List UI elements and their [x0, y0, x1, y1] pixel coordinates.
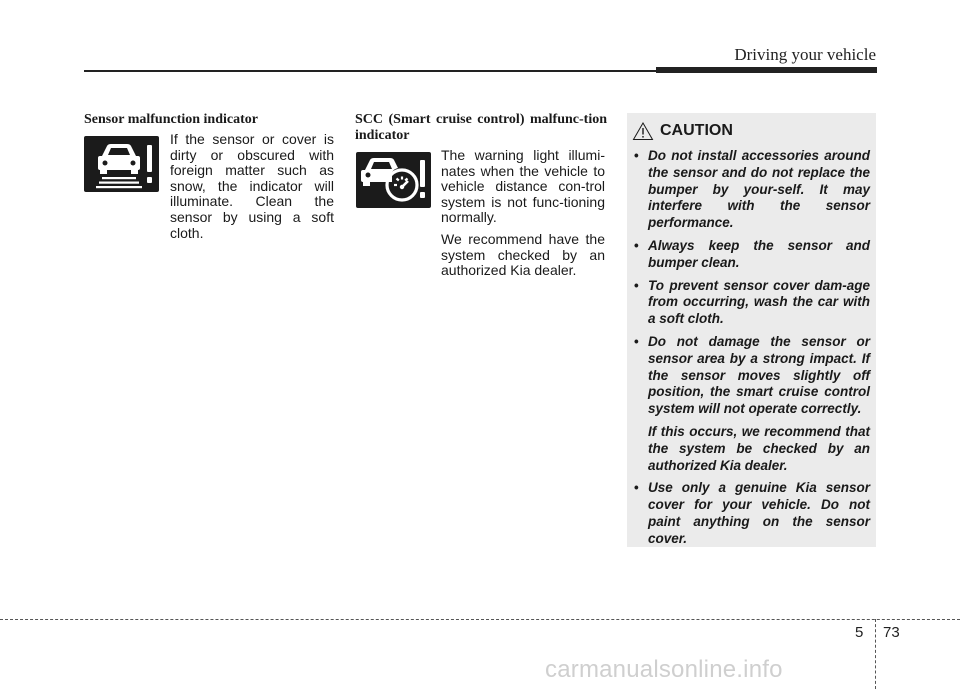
section-number: 5 — [855, 624, 864, 641]
sensor-malfunction-title: Sensor malfunction indicator — [84, 112, 258, 127]
caution-text: Always keep the sensor and bumper clean. — [648, 237, 870, 270]
caution-text: Do not install accessories around the sensor and do not replace the bumper by your-self. It may interfere with the sensor performance. — [648, 148, 870, 231]
paragraph: If the sensor or cover is dirty or obscured with foreign matter such as snow, the indicator will illuminate. Clean the sensor by using a soft cloth. — [170, 131, 334, 241]
header-rule — [84, 70, 664, 72]
caution-item — [634, 480, 870, 547]
scc-malfunction-text — [441, 148, 605, 285]
bullet-icon: • — [634, 480, 639, 496]
header-rule-accent — [656, 67, 877, 73]
scc-malfunction-title: SCC (Smart cruise control) malfunc-tion indicator — [355, 112, 607, 143]
car-speedometer-warning-icon — [356, 152, 431, 208]
caution-item — [634, 334, 870, 474]
car-sensor-warning-icon — [84, 136, 159, 192]
page-number: 73 — [883, 624, 900, 641]
bullet-icon: • — [634, 148, 639, 163]
caution-item — [634, 278, 870, 328]
sensor-malfunction-text — [170, 132, 334, 247]
caution-text: Use only a genuine Kia sensor cover for your vehicle. Do not paint anything on the sensor cover. — [648, 480, 870, 546]
caution-header — [632, 121, 733, 141]
page-divider — [875, 619, 876, 689]
paragraph: We recommend have the system checked by an authorized Kia dealer. — [441, 230, 605, 279]
caution-item — [634, 148, 870, 232]
header-title: Driving your vehicle — [734, 45, 876, 64]
caution-text: Do not damage the sensor or sensor area by a strong impact. If the sensor moves slightly off position, the smart cruise control system will not operate correctly. — [648, 333, 870, 417]
caution-extra-text: If this occurs, we recommend that the system be checked by an authorized Kia dealer. — [648, 423, 870, 473]
caution-text: To prevent sensor cover dam-age from occurring, wash the car with a soft cloth. — [648, 277, 870, 327]
caution-item — [634, 238, 870, 272]
paragraph: The warning light illumi-nates when the vehicle to vehicle distance con-trol system is not func-tioning normally. — [441, 147, 605, 226]
caution-title: CAUTION — [660, 122, 733, 139]
caution-list — [634, 148, 870, 554]
warning-triangle-icon — [632, 121, 654, 141]
watermark: carmanualsonline.info — [545, 656, 783, 683]
footer-rule — [0, 619, 960, 620]
bullet-icon: • — [634, 277, 639, 293]
bullet-icon: • — [634, 237, 639, 253]
bullet-icon: • — [634, 333, 639, 349]
